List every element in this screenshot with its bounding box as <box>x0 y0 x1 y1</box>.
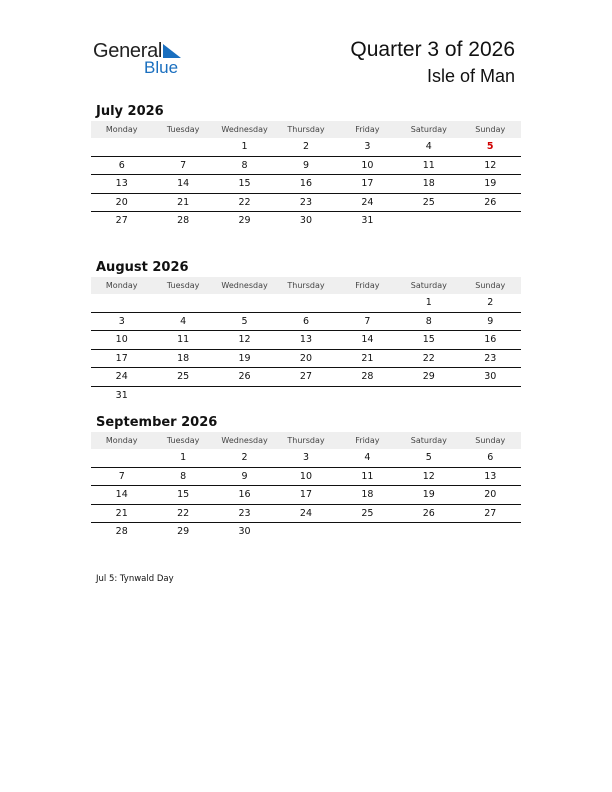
day-cell: 18 <box>361 489 374 501</box>
weekday-label: Tuesday <box>166 125 200 134</box>
weekday-label: Friday <box>355 125 380 134</box>
day-cell: 24 <box>115 371 128 383</box>
brand-word-general: General <box>93 40 163 62</box>
page-subtitle: Isle of Man <box>426 66 515 86</box>
day-cell: 8 <box>241 159 248 171</box>
weekday-label: Saturday <box>410 125 447 134</box>
weekday-label: Friday <box>355 436 380 445</box>
day-cell: 26 <box>484 196 497 208</box>
weekday-label: Sunday <box>475 281 506 290</box>
day-cell: 24 <box>361 196 374 208</box>
weekday-label: Tuesday <box>166 436 200 445</box>
month-title: September 2026 <box>96 415 218 430</box>
day-cell: 15 <box>422 334 435 346</box>
brand-word-blue: Blue <box>144 58 179 77</box>
weekday-header <box>91 432 521 449</box>
day-cell: 13 <box>115 178 128 190</box>
day-cell: 9 <box>241 470 248 482</box>
day-cell: 14 <box>177 178 190 190</box>
day-cell: 22 <box>238 196 251 208</box>
day-cell: 14 <box>115 489 128 501</box>
day-cell: 17 <box>115 352 128 364</box>
day-cell: 19 <box>422 489 435 501</box>
day-cell: 5 <box>486 141 494 153</box>
day-cell: 1 <box>241 141 248 153</box>
day-cell: 21 <box>115 507 128 519</box>
weekday-header <box>91 277 521 294</box>
day-cell: 8 <box>425 315 432 327</box>
day-cell: 16 <box>484 334 497 346</box>
day-cell: 2 <box>302 141 309 153</box>
day-cell: 3 <box>118 315 125 327</box>
month-grid <box>91 294 521 404</box>
day-cell: 30 <box>299 215 313 227</box>
day-cell: 13 <box>484 470 497 482</box>
month-grid <box>91 449 521 541</box>
day-cell: 3 <box>364 141 371 153</box>
day-cell: 7 <box>180 159 187 171</box>
day-cell: 15 <box>238 178 251 190</box>
day-cell: 27 <box>299 371 313 383</box>
day-cell: 25 <box>177 371 190 383</box>
weekday-header <box>91 121 521 138</box>
day-cell: 11 <box>422 159 435 171</box>
day-cell: 13 <box>299 334 313 346</box>
day-cell: 12 <box>484 159 497 171</box>
day-cell: 16 <box>299 178 313 190</box>
week-row <box>91 468 521 487</box>
week-row <box>91 212 521 230</box>
brand-logo <box>93 40 193 80</box>
day-cell: 11 <box>177 334 190 346</box>
week-row <box>91 523 521 541</box>
day-cell: 6 <box>487 452 494 464</box>
month-block-august <box>91 259 521 404</box>
day-cell: 10 <box>299 470 313 482</box>
month-block-september <box>91 414 521 541</box>
day-cell: 23 <box>484 352 497 364</box>
day-cell: 6 <box>118 159 125 171</box>
day-cell: 24 <box>299 507 313 519</box>
week-row <box>91 449 521 468</box>
day-cell: 15 <box>177 489 190 501</box>
day-cell: 20 <box>299 352 313 364</box>
day-cell: 31 <box>361 215 374 227</box>
week-row <box>91 157 521 176</box>
week-row <box>91 505 521 524</box>
page-title: Quarter 3 of 2026 <box>350 38 515 61</box>
day-cell: 26 <box>238 371 251 383</box>
day-cell: 28 <box>177 215 190 227</box>
day-cell: 5 <box>425 452 432 464</box>
day-cell: 29 <box>422 371 435 383</box>
week-row <box>91 294 521 313</box>
month-grid <box>91 138 521 230</box>
week-row <box>91 175 521 194</box>
day-cell: 27 <box>484 507 497 519</box>
weekday-label: Friday <box>355 281 380 290</box>
weekday-label: Saturday <box>410 436 447 445</box>
week-row <box>91 138 521 157</box>
day-cell: 22 <box>177 507 190 519</box>
day-cell: 16 <box>238 489 251 501</box>
weekday-label: Monday <box>105 281 138 290</box>
day-cell: 28 <box>115 526 128 538</box>
weekday-label: Wednesday <box>221 125 268 134</box>
day-cell: 26 <box>422 507 435 519</box>
day-cell: 21 <box>361 352 374 364</box>
week-row <box>91 331 521 350</box>
day-cell: 9 <box>487 315 494 327</box>
day-cell: 7 <box>364 315 371 327</box>
day-cell: 14 <box>361 334 374 346</box>
day-cell: 30 <box>484 371 497 383</box>
week-row <box>91 368 521 387</box>
day-cell: 6 <box>302 315 309 327</box>
weekday-label: Sunday <box>475 125 506 134</box>
day-cell: 17 <box>361 178 374 190</box>
day-cell: 8 <box>180 470 187 482</box>
day-cell: 18 <box>422 178 435 190</box>
weekday-label: Thursday <box>287 281 325 290</box>
day-cell: 21 <box>177 196 190 208</box>
day-cell: 25 <box>361 507 374 519</box>
day-cell: 22 <box>422 352 435 364</box>
day-cell: 19 <box>238 352 251 364</box>
weekday-label: Thursday <box>287 125 325 134</box>
weekday-label: Monday <box>105 125 138 134</box>
day-cell: 12 <box>238 334 251 346</box>
day-cell: 5 <box>241 315 248 327</box>
month-title: July 2026 <box>96 104 164 119</box>
week-row <box>91 313 521 332</box>
weekday-label: Wednesday <box>221 281 268 290</box>
day-cell: 17 <box>299 489 313 501</box>
weekday-label: Thursday <box>287 436 325 445</box>
day-cell: 1 <box>180 452 187 464</box>
day-cell: 7 <box>118 470 125 482</box>
day-cell: 30 <box>238 526 251 538</box>
day-cell: 2 <box>487 297 494 309</box>
day-cell: 23 <box>238 507 251 519</box>
day-cell: 28 <box>361 371 374 383</box>
day-cell: 29 <box>177 526 190 538</box>
holiday-footnote: Jul 5: Tynwald Day <box>96 574 174 584</box>
day-cell: 3 <box>302 452 309 464</box>
week-row <box>91 194 521 213</box>
day-cell: 4 <box>425 141 432 153</box>
day-cell: 20 <box>484 489 497 501</box>
day-cell: 31 <box>115 389 128 401</box>
day-cell: 25 <box>422 196 435 208</box>
day-cell: 19 <box>484 178 497 190</box>
day-cell: 1 <box>425 297 432 309</box>
day-cell: 10 <box>361 159 374 171</box>
month-block-july <box>91 103 521 230</box>
day-cell: 10 <box>115 334 128 346</box>
day-cell: 11 <box>361 470 374 482</box>
month-title: August 2026 <box>96 260 189 275</box>
week-row <box>91 387 521 405</box>
day-cell: 9 <box>302 159 309 171</box>
week-row <box>91 486 521 505</box>
day-cell: 12 <box>422 470 435 482</box>
day-cell: 29 <box>238 215 251 227</box>
weekday-label: Monday <box>105 436 138 445</box>
weekday-label: Tuesday <box>166 281 200 290</box>
day-cell: 18 <box>177 352 190 364</box>
day-cell: 27 <box>115 215 128 227</box>
week-row <box>91 350 521 369</box>
brand-triangle-icon <box>161 43 183 59</box>
day-cell: 2 <box>241 452 248 464</box>
day-cell: 4 <box>180 315 187 327</box>
day-cell: 23 <box>299 196 313 208</box>
day-cell: 4 <box>364 452 371 464</box>
weekday-label: Saturday <box>410 281 447 290</box>
weekday-label: Sunday <box>475 436 506 445</box>
weekday-label: Wednesday <box>221 436 268 445</box>
day-cell: 20 <box>115 196 128 208</box>
